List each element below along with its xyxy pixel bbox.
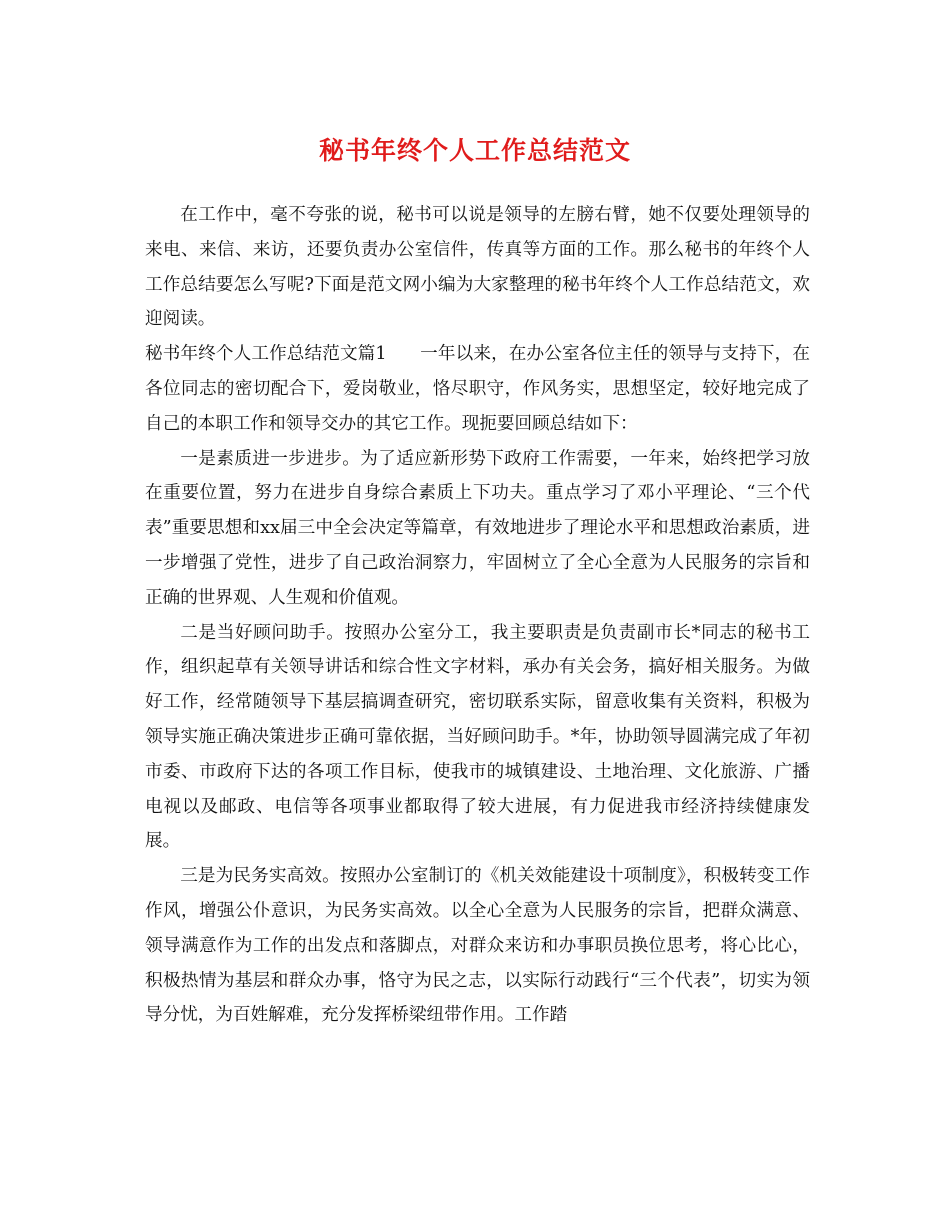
paragraph-quality: 一是素质进一步进步。为了适应新形势下政府工作需要，一年来，始终把学习放在重要位置，努力在进步自身综合素质上下功夫。重点学习了邓小平理论、“三个代表”重要思想和xx届三中全会决定等篇章，有效地进步了理论水平和思想政治素质，进一步增强了党性，进步了自己政治洞察力，牢固树立了全心全意为人民服务的宗旨和正确的世界观、人生观和价值观。: [145, 448, 810, 608]
document-title: 秘书年终个人工作总结范文: [318, 136, 631, 165]
document-body: [145, 198, 810, 1033]
paragraph-advisor: 二是当好顾问助手。按照办公室分工，我主要职责是负责副市长*同志的秘书工作，组织起草有关领导讲话和综合性文字材料，承办有关会务，搞好相关服务。为做好工作，经常随领导下基层搞调查研究，密切联系实际，留意收集有关资料，积极为领导实施正确决策进步正确可靠依据，当好顾问助手。*年，协助领导圆满完成了年初市委、市政府下达的各项工作目标，使我市的城镇建设、土地治理、文化旅游、广播电视以及邮政、电信等各项事业都取得了较大进展，有力促进我市经济持续健康发展。: [145, 622, 810, 852]
section-opening-text: 一年以来，在办公室各位主任的领导与支持下，在各位同志的密切配合下，爱岗敬业，恪尽职守，作风务实，思想坚定，较好地完成了自己的本职工作和领导交办的其它工作。现扼要回顾总结如下：: [145, 344, 810, 434]
section-heading: 秘书年终个人工作总结范文篇1: [145, 344, 387, 365]
intro-paragraph: 在工作中，毫不夸张的说，秘书可以说是领导的左膀右臂，她不仅要处理领导的来电、来信、来访，还要负责办公室信件，传真等方面的工作。那么秘书的年终个人工作总结要怎么写呢?下面是范文网小编为大家整理的秘书年终个人工作总结范文，欢迎阅读。: [145, 205, 810, 330]
section-paragraph: [145, 337, 810, 441]
paragraph-service: 三是为民务实高效。按照办公室制订的《机关效能建设十项制度》，积极转变工作作风，增强公仆意识，为民务实高效。以全心全意为人民服务的宗旨，把群众满意、领导满意作为工作的出发点和落脚点，对群众来访和办事职员换位思考，将心比心，积极热情为基层和群众办事，恪守为民之志，以实际行动践行“三个代表”，切实为领导分忧，为百姓解难，充分发挥桥梁纽带作用。工作踏: [145, 866, 810, 1026]
